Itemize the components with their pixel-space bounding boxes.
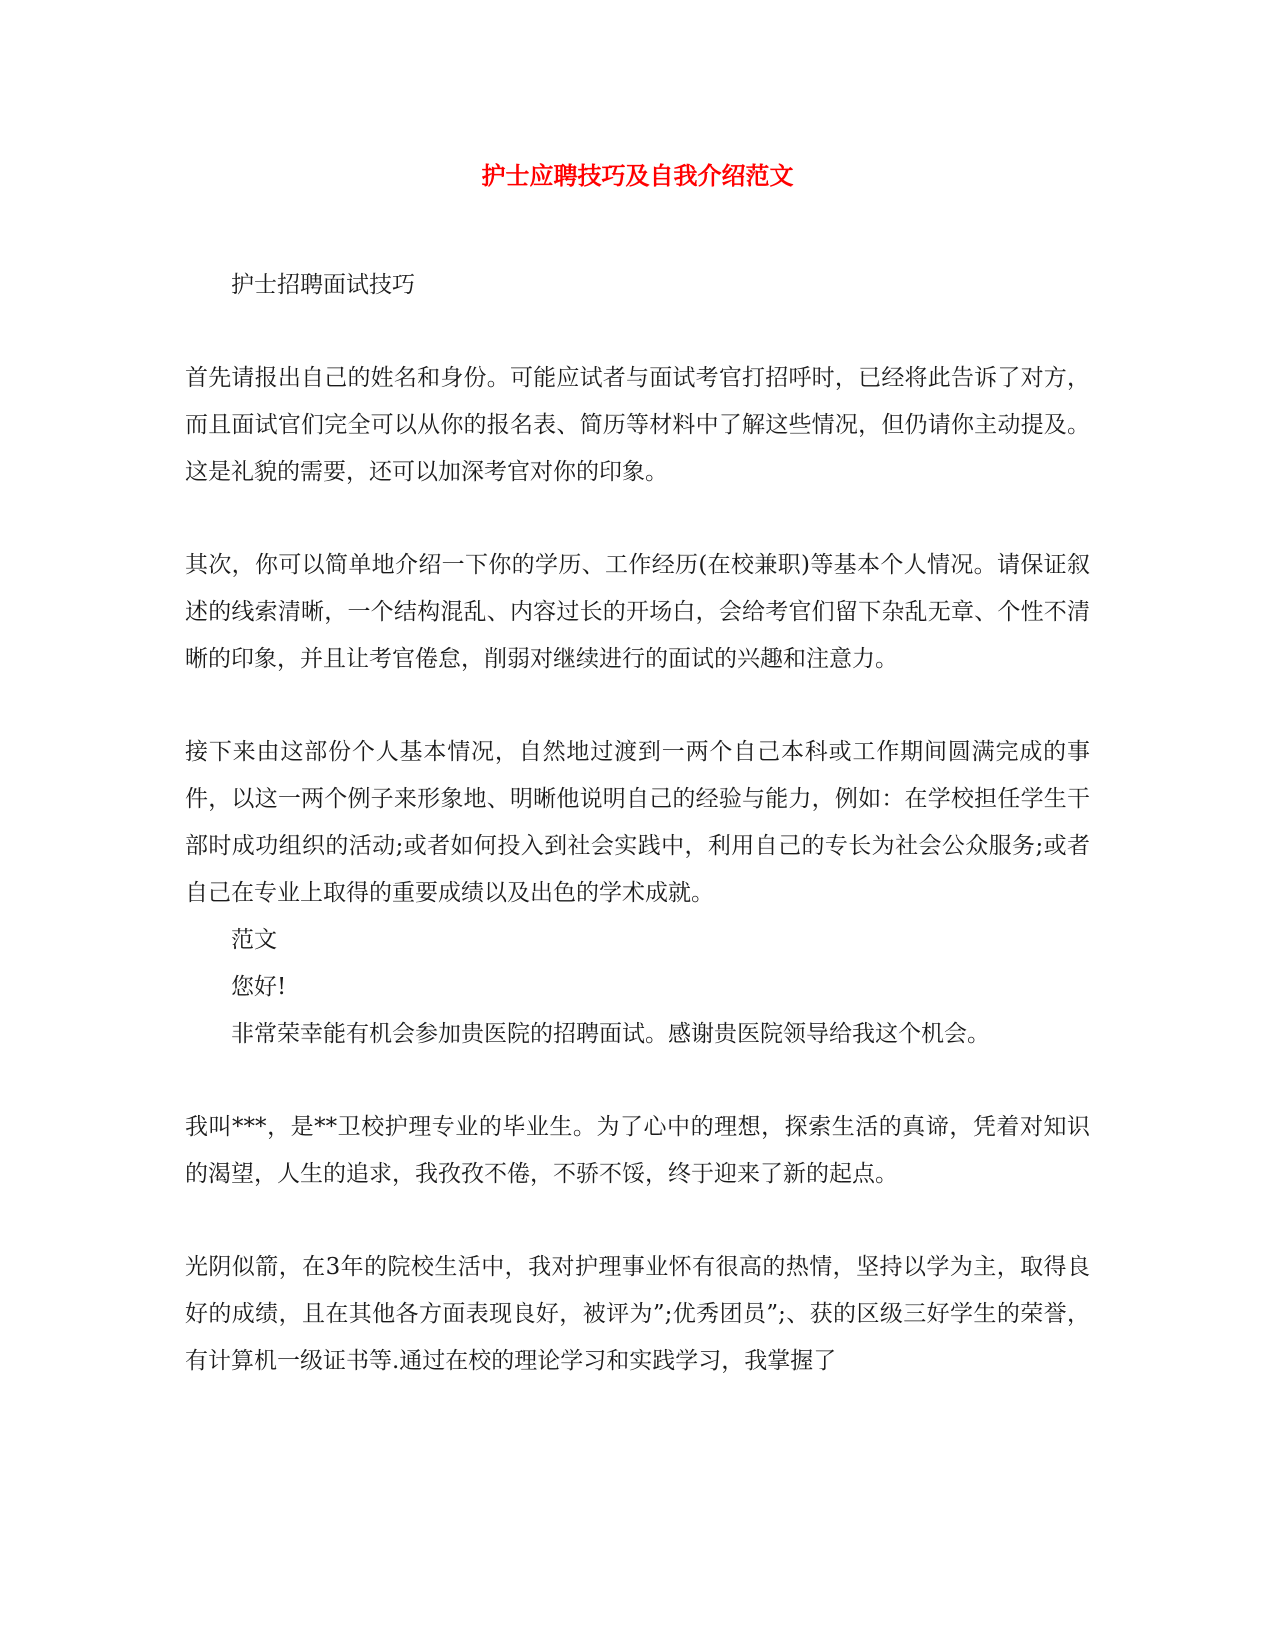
paragraph-1: 首先请报出自己的姓名和身份。可能应试者与面试考官打招呼时，已经将此告诉了对方，而且面试官们完全可以从你的报名表、简历等材料中了解这些情况，但仍请你主动提及。这是礼貌的需要，还可以加深考官对你的印象。: [185, 365, 1090, 485]
paragraph-2: 其次，你可以简单地介绍一下你的学历、工作经历(在校兼职)等基本个人情况。请保证叙述的线索清晰，一个结构混乱、内容过长的开场白，会给考官们留下杂乱无章、个性不清晰的印象，并且让考官倦怠，削弱对继续进行的面试的兴趣和注意力。: [185, 552, 1090, 672]
intro-paragraph-2: 光阴似箭，在3年的院校生活中，我对护理事业怀有很高的热情，坚持以学为主，取得良好的成绩，且在其他各方面表现良好，被评为”;优秀团员”;、获的区级三好学生的荣誉，有计算机一级证书等.通过在校的理论学习和实践学习，我掌握了: [185, 1254, 1090, 1374]
thanks-paragraph: 非常荣幸能有机会参加贵医院的招聘面试。感谢贵医院领导给我这个机会。: [231, 1021, 990, 1047]
subheading: 护士招聘面试技巧: [231, 272, 415, 298]
greeting: 您好!: [231, 974, 287, 1000]
intro-paragraph-1: 我叫***，是**卫校护理专业的毕业生。为了心中的理想，探索生活的真谛，凭着对知识的渴望，人生的追求，我孜孜不倦，不骄不馁，终于迎来了新的起点。: [185, 1114, 1090, 1187]
document-title: 护士应聘技巧及自我介绍范文: [481, 161, 794, 190]
paragraph-3: 接下来由这部份个人基本情况，自然地过渡到一两个自己本科或工作期间圆满完成的事件，以这一两个例子来形象地、明晰他说明自己的经验与能力，例如：在学校担任学生干部时成功组织的活动;或者如何投入到社会实践中，利用自己的专长为社会公众服务;或者自己在专业上取得的重要成绩以及出色的学术成就。: [185, 739, 1090, 906]
sample-heading: 范文: [231, 927, 277, 953]
document-body: [185, 262, 1090, 1385]
